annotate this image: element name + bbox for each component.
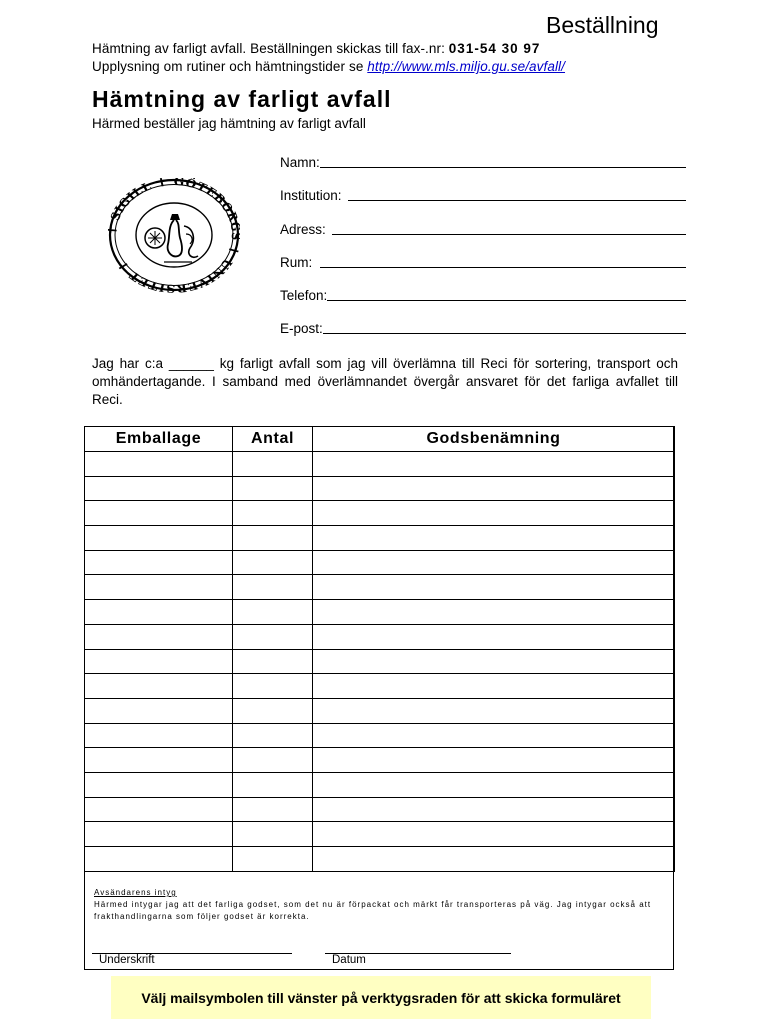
quantity-cell[interactable]	[233, 526, 313, 551]
packaging-cell[interactable]	[85, 698, 233, 723]
info-line	[92, 59, 565, 74]
institution-input-line[interactable]	[348, 189, 686, 201]
packaging-cell[interactable]	[85, 526, 233, 551]
goods-name-cell[interactable]	[313, 452, 675, 477]
name-field[interactable]	[280, 155, 686, 170]
name-label: Namn:	[280, 155, 320, 170]
send-instruction-notice: Välj mailsymbolen till vänster på verktygsraden för att skicka formuläret	[111, 976, 651, 1019]
intro-paragraph: Jag har c:a ______ kg farligt avfall som jag vill överlämna till Reci för sortering, transport och omhändertagande. I samband med överlämnandet övergår ansvaret för det farliga avfallet till Reci.	[92, 356, 678, 407]
goods-name-cell[interactable]	[313, 772, 675, 797]
declaration-heading: Avsändarens intyg	[94, 888, 177, 897]
table-row	[85, 723, 675, 748]
table-row	[85, 575, 675, 600]
fax-line	[92, 41, 540, 56]
packaging-cell[interactable]	[85, 797, 233, 822]
declaration-text: Härmed intygar jag att det farliga godset, som det nu är förpackat och märkt får transporteras på väg. Jag intygar också att frakthandlingarna som följer godset är korrekta.	[94, 900, 652, 921]
table-row	[85, 624, 675, 649]
table-row	[85, 550, 675, 575]
quantity-cell[interactable]	[233, 822, 313, 847]
room-label: Rum:	[280, 255, 313, 270]
goods-name-cell[interactable]	[313, 476, 675, 501]
table-row	[85, 476, 675, 501]
goods-name-cell[interactable]	[313, 575, 675, 600]
goods-name-cell[interactable]	[313, 698, 675, 723]
quantity-cell[interactable]	[233, 501, 313, 526]
goods-name-cell[interactable]	[313, 550, 675, 575]
goods-table	[84, 426, 675, 872]
goods-name-cell[interactable]	[313, 723, 675, 748]
fax-text: Hämtning av farligt avfall. Beställningen skickas till fax-.nr:	[92, 41, 449, 56]
table-row	[85, 748, 675, 773]
quantity-cell[interactable]	[233, 723, 313, 748]
packaging-cell[interactable]	[85, 501, 233, 526]
quantity-cell[interactable]	[233, 847, 313, 872]
info-link[interactable]: http://www.mls.miljo.gu.se/avfall/	[367, 59, 566, 74]
table-row	[85, 698, 675, 723]
fax-number: 031-54 30 97	[448, 41, 541, 56]
goods-name-cell[interactable]	[313, 600, 675, 625]
goods-name-cell[interactable]	[313, 526, 675, 551]
quantity-cell[interactable]	[233, 797, 313, 822]
packaging-cell[interactable]	[85, 476, 233, 501]
quantity-cell[interactable]	[233, 476, 313, 501]
email-field[interactable]	[280, 321, 686, 336]
room-input-line[interactable]	[320, 256, 686, 268]
packaging-cell[interactable]	[85, 822, 233, 847]
packaging-cell[interactable]	[85, 748, 233, 773]
table-row	[85, 452, 675, 477]
phone-label: Telefon:	[280, 288, 328, 303]
packaging-cell[interactable]	[85, 723, 233, 748]
quantity-cell[interactable]	[233, 452, 313, 477]
info-text: Upplysning om rutiner och hämtningstider se	[92, 59, 368, 74]
sender-declaration	[94, 887, 670, 923]
table-row	[85, 772, 675, 797]
signature-label: Underskrift	[99, 954, 155, 966]
email-input-line[interactable]	[323, 322, 686, 334]
document-title: Beställning	[546, 12, 659, 38]
goods-name-cell[interactable]	[313, 649, 675, 674]
email-label: E-post:	[280, 321, 323, 336]
quantity-cell[interactable]	[233, 649, 313, 674]
goods-name-cell[interactable]	[313, 748, 675, 773]
packaging-cell[interactable]	[85, 600, 233, 625]
packaging-cell[interactable]	[85, 649, 233, 674]
packaging-cell[interactable]	[85, 624, 233, 649]
quantity-cell[interactable]	[233, 748, 313, 773]
packaging-cell[interactable]	[85, 452, 233, 477]
header-packaging: Emballage	[85, 427, 233, 452]
goods-form-box	[84, 426, 674, 970]
packaging-cell[interactable]	[85, 772, 233, 797]
room-field[interactable]	[280, 255, 686, 270]
goods-name-cell[interactable]	[313, 674, 675, 699]
goods-name-cell[interactable]	[313, 822, 675, 847]
table-row	[85, 649, 675, 674]
goods-name-cell[interactable]	[313, 847, 675, 872]
address-input-line[interactable]	[332, 223, 686, 235]
university-seal-icon	[108, 178, 240, 293]
table-row	[85, 501, 675, 526]
table-body	[85, 452, 675, 872]
goods-name-cell[interactable]	[313, 624, 675, 649]
institution-field[interactable]	[280, 188, 686, 203]
date-label: Datum	[332, 954, 366, 966]
packaging-cell[interactable]	[85, 575, 233, 600]
table-row	[85, 822, 675, 847]
quantity-cell[interactable]	[233, 698, 313, 723]
table-row	[85, 526, 675, 551]
quantity-cell[interactable]	[233, 550, 313, 575]
table-header-row	[85, 427, 675, 452]
table-row	[85, 797, 675, 822]
phone-input-line[interactable]	[327, 289, 686, 301]
seal-inscription: SIGILL ✝ GÖTEBOR UNIVERSITET ✝	[108, 178, 240, 293]
quantity-cell[interactable]	[233, 674, 313, 699]
goods-name-cell[interactable]	[313, 501, 675, 526]
packaging-cell[interactable]	[85, 550, 233, 575]
table-row	[85, 674, 675, 699]
packaging-cell[interactable]	[85, 847, 233, 872]
institution-label: Institution:	[280, 188, 342, 203]
goods-name-cell[interactable]	[313, 797, 675, 822]
address-label: Adress:	[280, 222, 326, 237]
page-heading: Hämtning av farligt avfall	[92, 86, 392, 112]
header-goods-name: Godsbenämning	[313, 427, 675, 452]
quantity-cell[interactable]	[233, 600, 313, 625]
header-quantity: Antal	[233, 427, 313, 452]
phone-field[interactable]	[280, 288, 686, 303]
svg-text:✝ SIGILL ✝ GÖTEBORGS ✝ UNIVERS	[108, 178, 240, 293]
table-row	[85, 600, 675, 625]
quantity-cell[interactable]	[233, 575, 313, 600]
quantity-cell[interactable]	[233, 624, 313, 649]
table-row	[85, 847, 675, 872]
address-field[interactable]	[280, 222, 686, 237]
quantity-cell[interactable]	[233, 772, 313, 797]
packaging-cell[interactable]	[85, 674, 233, 699]
page-subtitle: Härmed beställer jag hämtning av farligt avfall	[92, 116, 366, 131]
name-input-line[interactable]	[320, 156, 686, 168]
